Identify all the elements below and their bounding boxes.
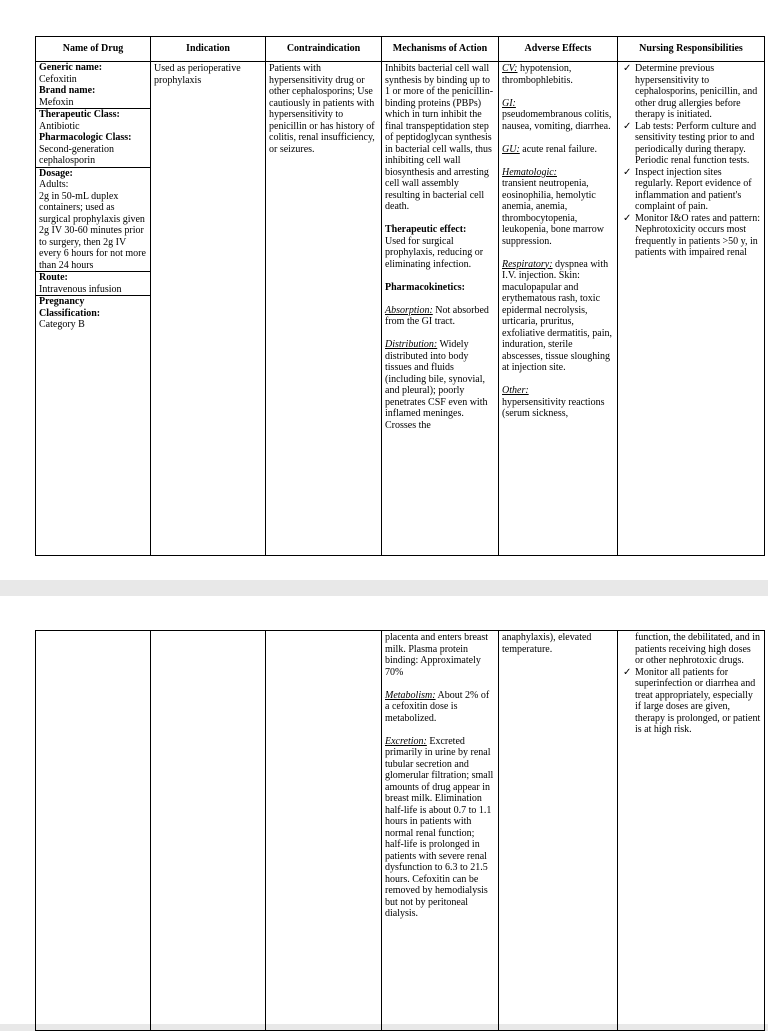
other-text: hypersensitivity reactions (serum sickness,: [502, 396, 605, 419]
distribution-label: Distribution:: [385, 339, 438, 350]
metabolism: [385, 690, 495, 725]
list-item: ✓ Inspect injection sites regularly. Report evidence of inflammation and patient's complaint of pain.: [623, 166, 752, 212]
drug-cell: [36, 62, 151, 556]
pharmacologic-class-label: Pharmacologic Class:: [39, 132, 132, 143]
therapeutic-effect-text: Used for surgical prophylaxis, reducing or eliminating infection.: [385, 235, 484, 270]
drug-study-table-continued: [35, 630, 765, 1031]
excretion-label: Excretion:: [385, 735, 427, 747]
mechanism-cell-continued: [382, 631, 499, 1031]
dosage-text: 2g in 50-mL duplex containers; used as surgical prophylaxis given 2g IV 30-60 minutes prior to surgery, then 2g IV every 6 hours for not more than 24 hours: [39, 190, 146, 271]
respiratory-label: Respiratory:: [502, 258, 553, 270]
checkmark-icon: ✓: [623, 666, 632, 678]
table-row: [36, 62, 765, 556]
absorption-text: Not absorbed from the GI tract.: [385, 304, 489, 327]
gu-label: GU:: [502, 143, 520, 155]
header-drug: Name of Drug: [36, 37, 151, 62]
mechanism-cell: [382, 62, 499, 556]
nursing-cell: [618, 62, 765, 556]
gi-label: GI:: [502, 97, 516, 109]
checkmark-icon: ✓: [623, 212, 632, 224]
contraindication-cell: [266, 62, 382, 556]
brand-name: Mefoxin: [39, 96, 74, 108]
generic-name-label: Generic name:: [39, 62, 103, 73]
therapeutic-effect-label: Therapeutic effect:: [385, 224, 467, 235]
metabolism-label: Metabolism:: [385, 689, 436, 701]
excretion-text: Excreted primarily in urine by renal tubular secretion and glomerular filtration; small amounts of drug appear in breast milk. Elimination half-life is about 0.7 to 1.1 hours in patients with normal renal function; half-life is prolonged in patients with severe renal dysfunction to 6.3 to 21.5 hours. Cefoxitin can be removed by hemodialysis but not by peritoneal dialysis.: [385, 735, 494, 919]
pregnancy: Category B: [39, 319, 85, 330]
list-item: ✓ Monitor all patients for superinfection or diarrhea and treat appropriately, especially if large doses are given, therapy is prolonged, or patient is at high risk.: [623, 666, 761, 735]
pharmacologic-class: Second-generation cephalosporin: [39, 143, 114, 166]
drug-study-table: [35, 36, 765, 556]
table-row: [36, 631, 765, 1031]
list-item: ✓ Lab tests: Perform culture and sensitivity testing prior to and periodically during therapy. Periodic renal function tests.: [623, 120, 757, 166]
nursing-cell-continued: [618, 631, 765, 1031]
checkmark-icon: ✓: [623, 166, 632, 178]
adverse-cell: [499, 62, 618, 556]
route: Intravenous infusion: [39, 283, 122, 295]
distribution-continued: placenta and enters breast milk. Plasma protein binding: Approximately 70%: [385, 632, 489, 678]
checkmark-icon: ✓: [623, 63, 632, 74]
adverse-cv: [502, 63, 614, 86]
hematologic-label: Hematologic:: [502, 166, 557, 178]
pharmacokinetics-label: Pharmacokinetics:: [385, 281, 465, 293]
dosage-adults: Adults:: [39, 179, 69, 190]
pregnancy-label: Pregnancy Classification:: [39, 296, 101, 319]
excretion: [385, 736, 495, 920]
adverse-cell-continued: [499, 631, 618, 1031]
route-label: Route:: [39, 272, 68, 283]
cv-label: CV:: [502, 63, 518, 74]
header-adverse: Adverse Effects: [499, 37, 618, 62]
drug-names-block: [36, 62, 150, 108]
absorption-label: Absorption:: [385, 304, 433, 316]
therapeutic-class-block: [36, 108, 150, 167]
nursing-list: [621, 63, 761, 259]
mechanism-text: Inhibits bacterial cell wall synthesis by binding up to 1 or more of the penicillin-binding proteins (PBPs) which in turn inhibit the final transpeptidation step of peptidoglycan synthesis in bacterial cell walls, thus inhibiting cell wall biosynthesis and arresting cell wall assembly resulting in bacterial cell death.: [385, 63, 494, 212]
cv-text: hypotension, thrombophlebitis.: [502, 63, 573, 86]
document-page-2: [0, 596, 768, 1024]
nursing-list-continued: [621, 632, 761, 736]
header-mechanism: Mechanisms of Action: [382, 37, 499, 62]
header-contraindication: Contraindication: [266, 37, 382, 62]
therapeutic-class: Antibiotic: [39, 120, 80, 132]
list-item: ✓ Determine previous hypersensitivity to cephalosporins, penicillin, and other drug allergies before therapy is initiated.: [623, 63, 758, 120]
contraindication-text: Patients with hypersensitivity drug or other cephalosporins; Use cautiously in patients with hypersensitivity to penicillin or has history of colitis, renal insufficiency, or seizures.: [269, 63, 375, 155]
indication-cell: [151, 62, 266, 556]
pregnancy-block: [36, 295, 150, 331]
indication-cell-continued: [151, 631, 266, 1031]
route-block: [36, 271, 150, 295]
list-item: function, the debilitated, and in patients receiving high doses or other nephrotoxic drugs.: [635, 632, 760, 666]
header-row: [36, 37, 765, 62]
hematologic-text: transient neutropenia, eosinophilia, hemolytic anemia, anemia, thrombocytopenia, leukopenia, bone marrow suppression.: [502, 178, 604, 247]
list-item: ✓ Monitor I&O rates and pattern: Nephrotoxicity occurs most frequently in patients >50 y, in patients with impaired renal: [623, 212, 760, 258]
header-nursing: Nursing Responsibilities: [618, 37, 765, 62]
therapeutic-effect: [385, 224, 495, 270]
drug-cell-continued: [36, 631, 151, 1031]
generic-name: Cefoxitin: [39, 73, 77, 85]
gu-text: acute renal failure.: [519, 143, 597, 155]
indication-text: Used as perioperative prophylaxis: [154, 63, 241, 86]
adverse-respiratory: [502, 259, 614, 374]
checkmark-icon: ✓: [623, 120, 632, 132]
distribution: [385, 339, 495, 431]
contraindication-cell-continued: [266, 631, 382, 1031]
therapeutic-class-label: Therapeutic Class:: [39, 109, 120, 120]
distribution-text: Widely distributed into body tissues and fluids (including bile, synovial, and pleural); poorly penetrates CSF even with inflamed meninges. Crosses the: [385, 339, 488, 431]
adverse-gu: [502, 144, 614, 156]
dosage-block: [36, 167, 150, 272]
absorption: [385, 305, 495, 328]
brand-name-label: Brand name:: [39, 85, 96, 96]
respiratory-text: dyspnea with I.V. injection. Skin: maculopapular and erythematous rash, toxic epidermal necrolysis, urticaria, pruritus, exfoliative dermatitis, pain, induration, sterile abscesses, tissue sloughing at injection site.: [502, 258, 612, 373]
metabolism-text: About 2% of a cefoxitin dose is metabolized.: [385, 689, 490, 724]
other-text-continued: anaphylaxis), elevated temperature.: [502, 632, 592, 655]
dosage-label: Dosage:: [39, 167, 73, 179]
other-label: Other:: [502, 385, 529, 396]
gi-text: pseudomembranous colitis, nausea, vomiting, diarrhea.: [502, 109, 612, 132]
header-indication: Indication: [151, 37, 266, 62]
